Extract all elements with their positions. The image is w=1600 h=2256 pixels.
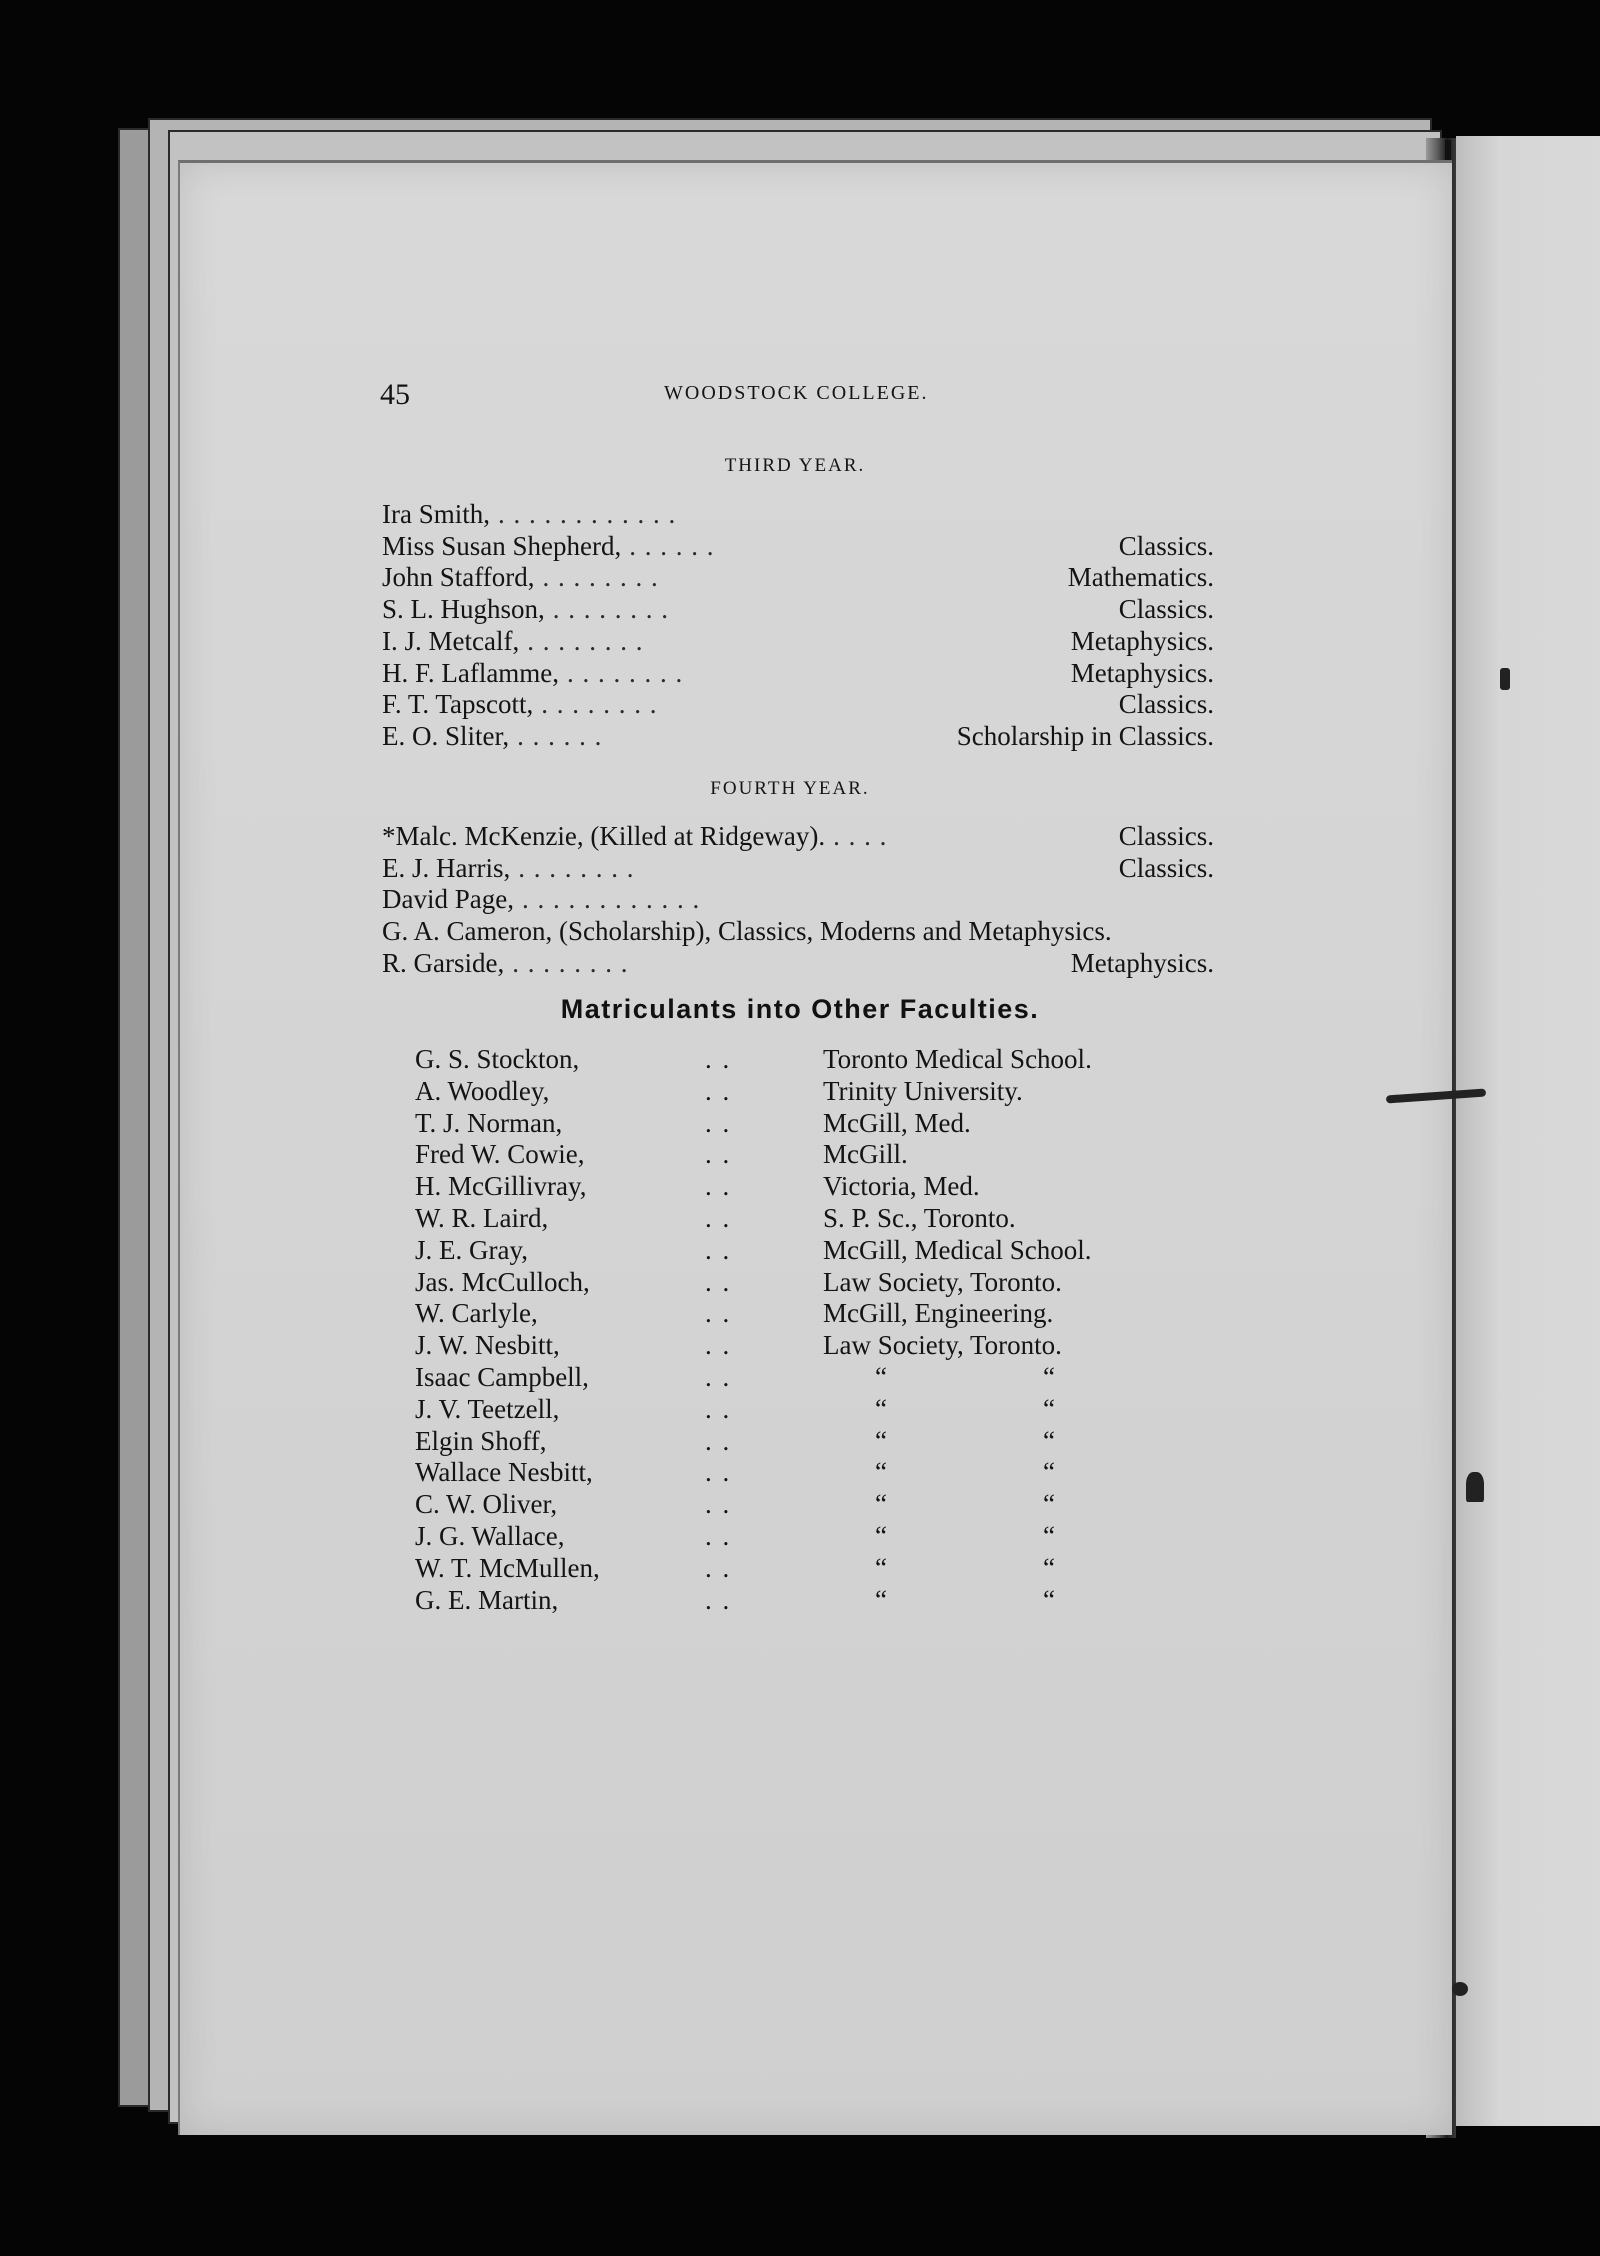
fourth_year-row <box>382 883 1214 915</box>
matriculant-name: W. T. McMullen, <box>415 1552 600 1583</box>
subject: Metaphysics. <box>1070 657 1214 688</box>
dot-leader: . . . . . . . . <box>541 689 658 720</box>
matriculant-row <box>415 1043 1215 1075</box>
student-name: G. A. Cameron, (Scholarship), Classics, Moderns and Metaphysics. <box>382 916 1112 947</box>
ditto-mark: “ <box>1043 1362 1055 1392</box>
student-name: E. J. Harris, <box>382 852 511 883</box>
matriculant-name: A. Woodley, <box>415 1075 550 1106</box>
matriculant-name: H. McGillivray, <box>415 1171 587 1202</box>
matriculant-row <box>415 1393 1215 1425</box>
third_year-row <box>382 498 1214 530</box>
third_year-row <box>382 530 1214 562</box>
subject: Mathematics. <box>1067 562 1214 593</box>
matriculant-name: J. V. Teetzell, <box>415 1393 560 1424</box>
ink-blemish <box>1500 668 1510 690</box>
dot-leader: . . <box>705 1521 732 1551</box>
matriculant-name: Jas. McCulloch, <box>415 1266 590 1297</box>
destination: Law Society, Toronto. <box>823 1330 1062 1361</box>
dot-leader: . . . . <box>833 821 888 851</box>
ditto-mark: “ <box>875 1425 887 1456</box>
third_year-row <box>382 561 1214 593</box>
ditto-mark: “ <box>875 1521 887 1551</box>
matriculant-row <box>415 1361 1215 1393</box>
matriculant-name: G. E. Martin, <box>415 1584 559 1615</box>
ditto-mark: “ <box>875 1489 887 1520</box>
matriculant-name: G. S. Stockton, <box>415 1044 580 1074</box>
matriculant-name: C. W. Oliver, <box>415 1489 558 1520</box>
third_year-row <box>382 657 1214 689</box>
dot-leader: . . . . . . . . <box>512 947 629 978</box>
destination: S. P. Sc., Toronto. <box>823 1203 1016 1233</box>
matriculant-name: Isaac Campbell, <box>415 1362 589 1392</box>
subject: Classics. <box>1118 594 1214 625</box>
third_year-row <box>382 688 1214 720</box>
ditto-mark: “ <box>1043 1489 1055 1520</box>
dot-leader: . . <box>705 1584 732 1615</box>
dot-leader: . . . . . . . . <box>552 594 670 625</box>
student-name: Ira Smith, <box>382 499 490 529</box>
student-name: *Malc. McKenzie, (Killed at Ridgeway). <box>382 821 826 851</box>
ditto-mark: “ <box>875 1552 887 1583</box>
matriculant-name: W. R. Laird, <box>415 1203 549 1233</box>
student-name: F. T. Tapscott, <box>382 689 534 720</box>
destination: McGill, Med. <box>823 1107 971 1138</box>
matriculant-row <box>415 1488 1215 1520</box>
matriculant-row <box>415 1425 1215 1457</box>
matriculant-row <box>415 1138 1215 1170</box>
ink-blemish <box>1452 1982 1468 1996</box>
subject: Classics. <box>1118 530 1214 561</box>
matriculant-name: Fred W. Cowie, <box>415 1139 585 1170</box>
ditto-mark: “ <box>875 1362 887 1392</box>
dot-leader: . . <box>705 1139 732 1170</box>
dot-leader: . . . . . . . . <box>567 657 684 688</box>
student-name: Miss Susan Shepherd, <box>382 530 622 561</box>
subject: Metaphysics. <box>1070 947 1214 978</box>
running-head: WOODSTOCK COLLEGE. <box>664 382 929 404</box>
matriculant-row <box>415 1107 1215 1139</box>
student-name: H. F. Laflamme, <box>382 657 560 688</box>
fourth_year-row <box>382 915 1214 947</box>
dot-leader: . . <box>705 1330 732 1361</box>
subject: Classics. <box>1118 852 1214 883</box>
fourth-year-heading: FOURTH YEAR. <box>710 778 870 799</box>
matriculant-name: Elgin Shoff, <box>415 1425 547 1456</box>
subject: Metaphysics. <box>1070 625 1214 656</box>
student-name: I. J. Metcalf, <box>382 625 520 656</box>
destination: Law Society, Toronto. <box>823 1266 1062 1297</box>
dot-leader: . . . . . . . . <box>542 562 659 593</box>
destination: McGill. <box>823 1139 908 1170</box>
matriculant-row <box>415 1170 1215 1202</box>
ditto-mark: “ <box>875 1457 887 1488</box>
matriculant-row <box>415 1584 1215 1616</box>
student-name: R. Garside, <box>382 947 505 978</box>
ditto-mark: “ <box>1043 1425 1055 1456</box>
student-name: S. L. Hughson, <box>382 594 545 625</box>
page-number: 45 <box>380 378 410 411</box>
ditto-mark: “ <box>875 1393 887 1424</box>
dot-leader: . . <box>705 1489 732 1520</box>
student-name: John Stafford, <box>382 562 535 593</box>
third_year-row <box>382 720 1214 752</box>
matriculant-row <box>415 1456 1215 1488</box>
matriculant-name: J. W. Nesbitt, <box>415 1330 560 1361</box>
ditto-mark: “ <box>1043 1552 1055 1583</box>
matriculant-row <box>415 1234 1215 1266</box>
dot-leader: . . <box>705 1044 732 1074</box>
ditto-mark: “ <box>1043 1521 1055 1551</box>
destination: Victoria, Med. <box>823 1171 980 1202</box>
fourth_year-row <box>382 947 1214 979</box>
matriculant-name: T. J. Norman, <box>415 1107 563 1138</box>
matriculant-name: J. E. Gray, <box>415 1234 528 1265</box>
matriculant-name: W. Carlyle, <box>415 1298 538 1329</box>
ditto-mark: “ <box>1043 1393 1055 1424</box>
matriculant-name: J. G. Wallace, <box>415 1521 565 1551</box>
third_year-row <box>382 625 1214 657</box>
facing-page <box>1456 136 1600 2126</box>
fourth_year-row <box>382 852 1214 884</box>
matriculant-row <box>415 1266 1215 1298</box>
destination: McGill, Engineering. <box>823 1298 1054 1329</box>
matriculants-heading: Matriculants into Other Faculties. <box>560 994 1040 1024</box>
dot-leader: . . <box>705 1203 732 1233</box>
dot-leader: . . . . . . <box>629 530 715 561</box>
dot-leader: . . <box>705 1393 732 1424</box>
dot-leader: . . <box>705 1171 732 1202</box>
dot-leader <box>1112 915 1214 947</box>
dot-leader: . . <box>705 1457 732 1488</box>
ink-blemish <box>1466 1472 1484 1502</box>
dot-leader: . . . . . . . . . . . . <box>521 884 701 915</box>
student-name: E. O. Sliter, <box>382 720 510 751</box>
third_year-row <box>382 593 1214 625</box>
dot-leader: . . . . . . <box>517 720 603 751</box>
matriculant-row <box>415 1297 1215 1329</box>
dot-leader: . . <box>705 1107 732 1138</box>
destination: Trinity University. <box>823 1075 1023 1106</box>
dot-leader: . . <box>705 1266 732 1297</box>
ditto-mark: “ <box>1043 1457 1055 1488</box>
fourth_year-row <box>382 820 1214 852</box>
dot-leader: . . <box>705 1552 732 1583</box>
dot-leader: . . <box>705 1075 732 1106</box>
dot-leader: . . <box>705 1234 732 1265</box>
student-name: David Page, <box>382 884 514 915</box>
destination: Toronto Medical School. <box>823 1044 1092 1074</box>
dot-leader: . . <box>705 1298 732 1329</box>
dot-leader: . . <box>705 1362 732 1392</box>
ditto-mark: “ <box>1043 1584 1055 1615</box>
dot-leader: . . . . . . . . <box>518 852 635 883</box>
matriculant-name: Wallace Nesbitt, <box>415 1457 593 1488</box>
third-year-heading: THIRD YEAR. <box>724 455 866 476</box>
dot-leader: . . . . . . . . <box>527 625 644 656</box>
matriculant-row <box>415 1329 1215 1361</box>
dot-leader: . . <box>705 1425 732 1456</box>
matriculant-row <box>415 1202 1215 1234</box>
matriculant-row <box>415 1520 1215 1552</box>
subject: Scholarship in Classics. <box>956 720 1214 751</box>
ditto-mark: “ <box>875 1584 887 1615</box>
subject: Classics. <box>1118 689 1214 720</box>
matriculant-row <box>415 1075 1215 1107</box>
dot-leader: . . . . . . . . . . . . <box>498 499 677 529</box>
subject: Classics. <box>1118 821 1214 851</box>
destination: McGill, Medical School. <box>823 1234 1092 1265</box>
matriculant-row <box>415 1552 1215 1584</box>
